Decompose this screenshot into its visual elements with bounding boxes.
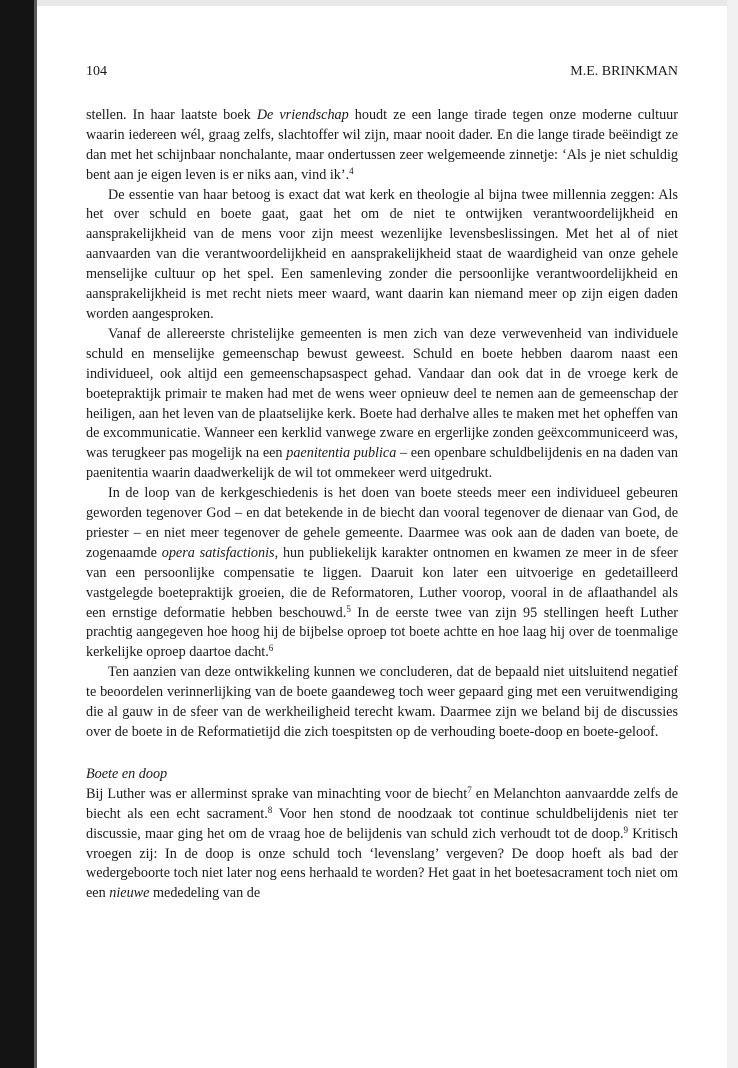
book-page xyxy=(86,62,678,904)
footnote-ref: 7 xyxy=(467,784,472,795)
italic-text: De vriendschap xyxy=(256,106,349,123)
paragraph xyxy=(86,663,678,743)
text-run: en Melanchton aanvaardde zelfs de biecht als een echt sacrament. xyxy=(86,785,678,822)
running-title: M.E. BRINKMAN xyxy=(570,64,678,79)
page-number: 104 xyxy=(86,64,107,79)
footnote-ref: 9 xyxy=(623,824,629,835)
scan-right-edge xyxy=(727,0,738,1068)
text-run: Voor hen stond de noodzaak tot continue schuldbelijdenis niet ter discussie, maar ging het om de vraag hoe de belijdenis van schuld zich verhoudt tot de doop. xyxy=(86,805,678,842)
text-run: , hun publiekelijk karakter ontnomen en kwamen ze meer in de sfeer van een persoonlijke compensatie te liggen. Daaruit kon later een uitvoerige en gedetailleerd vastgelegde boetepraktijk groeien, die de Reformatoren, Luther voorop, vooral in de aflaathandel als een ernstige deformatie hebben beschouwd. xyxy=(86,544,678,621)
text-run: In de loop van de kerkgeschiedenis is het doen van boete steeds meer een individueel gebeuren geworden tegenover God – en dat betekende in de biecht dan vooral tegenover de dienaar van God, de priester – en niet meer tegenover de gehele gemeente. Daarmee was ook aan de daden van boete, de zogenaamde xyxy=(86,485,678,561)
italic-text: paenitentia publica xyxy=(286,445,397,462)
text-run: mededeling van de xyxy=(149,885,261,902)
text-run: – een openbare schuldbelijdenis en na daden van paenitentia waarin daadwerkelijk de wil tot ommekeer werd uitgedrukt. xyxy=(86,445,679,482)
scan-binding-edge xyxy=(34,0,37,1068)
running-header xyxy=(86,62,678,82)
text-run: De essentie van haar betoog is exact dat wat kerk en theologie al bijna twee millennia zeggen: Als het over schuld en boete gaat, gaat het om de niet te ontwijken verantwoordelijkheid en aansprakelijkheid van de mens voor zijn meest wezenlijke levensbeslissingen. Met het al of niet aanvaarden van die verantwoordelijkheid en aansprakelijkheid staat de waardigheid van onze gehele menselijke cultuur op het spel. Een samenleving zonder die persoonlijke verantwoordelijkheid en aansprakelijkheid is met recht niets meer waard, want daarin kan niemand meer op zijn eigen daden worden aangesproken. xyxy=(86,186,678,322)
paragraph xyxy=(86,785,678,904)
text-run: In de eerste twee van zijn 95 stellingen heeft Luther prachtig aangegeven hoe hoog hij de bijbelse oproep tot boete achtte en hoe laag hij over de toenmalige kerkelijke oproep daartoe dacht. xyxy=(86,604,678,661)
italic-text: opera satisfactionis xyxy=(161,544,275,561)
text-run: Kritisch vroegen zij: In de doop is onze schuld toch ‘levenslang’ vergeven? De doop hoeft als bad der wedergeboorte toch niet later nog eens herhaald te worden? Het gaat in het boetesacrament toch niet om een xyxy=(86,825,678,902)
paragraph xyxy=(86,325,678,484)
text-run: Bij Luther was er allerminst sprake van minachting voor de biecht xyxy=(86,785,468,802)
text-run: Vanaf de allereerste christelijke gemeenten is men zich van deze verwevenheid van individuele schuld en menselijke gemeenschap bewust geweest. Schuld en boete hebben daarom naast een individueel, ook altijd een gemeenschapsaspect gehad. Vandaar dan ook dat in de vroege kerk de boetepraktijk primair te maken had met de wens weer opnieuw deel te nemen aan de gemeenschap der heiligen, aan het leven van de plaatselijke kerk. Boete had derhalve alles te maken met het opheffen van de excommunicatie. Wanneer een kerklid vanwege zware en ergerlijke zonden geëxcommuniceerd was, was terugkeer pas mogelijk na een xyxy=(86,325,678,462)
paragraph xyxy=(86,484,678,663)
scan-top-edge xyxy=(0,0,738,6)
text-run: houdt ze een lange tirade tegen onze moderne cultuur waarin iedereen wél, graag zelfs, slachtoffer wil zijn, maar nooit dader. En die lange tirade beëindigt ze dan met het schijnbaar nonchalante, maar ondertussen zeer welgemeende zinnetje: ‘Als je niet schuldig bent aan je eigen leven is er niks aan, vind ik’. xyxy=(86,106,678,183)
text-run: Ten aanzien van deze ontwikkeling kunnen we concluderen, dat de bepaald niet uitsluitend negatief te beoordelen verinnerlijking van de boete gaandeweg toch weer gepaard ging met een veruitwendiging die al gauw in de sfeer van de werkheiligheid terecht kwam. Daarmee zijn we beland bij de discussies over de boete in de Reformatietijd die zich toespitsten op de verhouding boete-doop en boete-geloof. xyxy=(86,664,678,740)
paragraph xyxy=(86,186,678,325)
footnote-ref: 5 xyxy=(346,603,351,614)
section-heading: Boete en doop xyxy=(86,765,168,782)
text-run: stellen. In haar laatste boek xyxy=(86,106,257,123)
footnote-ref: 8 xyxy=(267,804,273,815)
italic-text: nieuwe xyxy=(109,885,150,902)
footnote-ref: 4 xyxy=(349,165,354,176)
paragraph xyxy=(86,106,678,186)
footnote-ref: 6 xyxy=(268,643,274,654)
scan-binding-shadow xyxy=(0,0,34,1068)
